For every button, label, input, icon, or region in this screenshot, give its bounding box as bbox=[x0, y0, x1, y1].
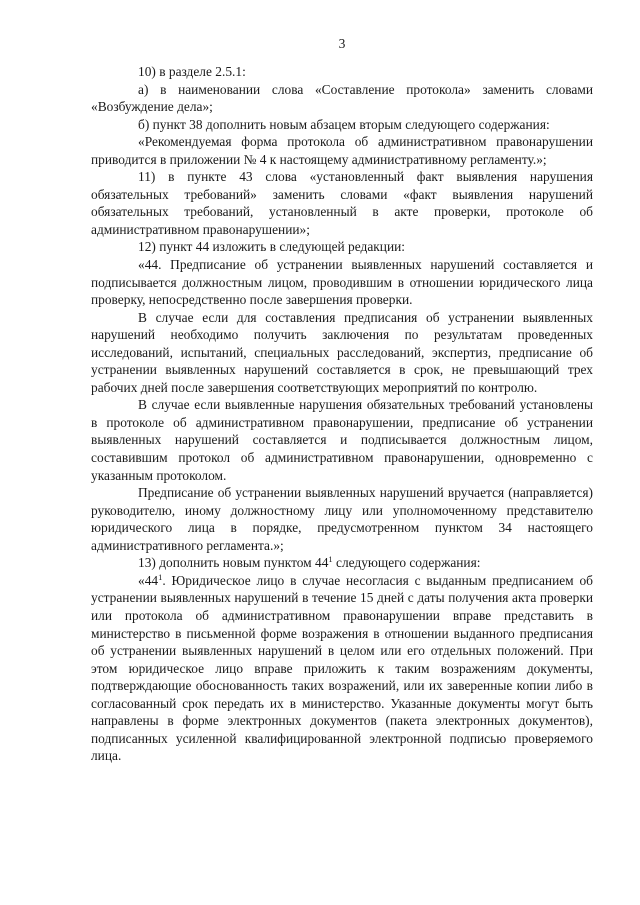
paragraph-44-1-text: . Юридическое лицо в случае несогласия с выданным предписанием об устранении выявленных нарушений в течение 15 дней с даты получения акта проверки или протокола об административном правонарушении вправе представить в министерство в письменной форме возражения в отношении выданного предписания об устранении выявленных нарушений в целом или его отдельных положений. При этом юридическое лицо вправе приложить к таким возражениям документы, подтверждающие обоснованность таких возражений, или их заверенные копии либо в согласованный срок передать их в министерство. Указанные документы могут быть направлены в форме электронных документов (пакета электронных документов), подписанных усиленной квалифицированной электронной подписью проверяемого лица. bbox=[91, 572, 593, 764]
superscript: 1 bbox=[328, 554, 333, 565]
paragraph-12: 12) пункт 44 изложить в следующей редакции: bbox=[138, 239, 406, 255]
paragraph-13-text: 13) дополнить новым пунктом 44 bbox=[138, 555, 329, 571]
paragraph-13-text-end: следующего содержания: bbox=[332, 555, 481, 571]
paragraph-13 bbox=[91, 554, 593, 572]
paragraph-10b-quote: «Рекомендуемая форма протокола об административном правонарушении приводится в приложении № 4 к настоящему административному регламенту.»; bbox=[91, 134, 593, 167]
page-number: 3 bbox=[338, 36, 346, 51]
paragraph-11: 11) в пункте 43 слова «установленный факт выявления нарушения обязательных требований» заменить словами «факт выявления нарушений обязательных требований, установленный в акте проверки, протоколе об административном правонарушении»; bbox=[91, 169, 593, 237]
paragraph-44: «44. Предписание об устранении выявленных нарушений составляется и подписывается должностным лицом, проводившим в отношении юридического лица проверку, непосредственно после завершения проверки. bbox=[91, 257, 593, 308]
paragraph-10: 10) в разделе 2.5.1: bbox=[138, 64, 246, 79]
paragraph-44-1-number: «44 bbox=[138, 572, 159, 588]
superscript: 1 bbox=[158, 571, 163, 582]
paragraph-44-case-expertise: В случае если для составления предписания об устранении выявленных нарушений необходимо получить заключения по результатам проведенных исследований, испытаний, специальных расследований, экспертиз, предписание об устранении выявленных нарушений составляется в срок, не превышающий трех рабочих дней после завершения соответствующих мероприятий по контролю. bbox=[91, 309, 593, 395]
paragraph-44-case-protocol: В случае если выявленные нарушения обязательных требований установлены в протоколе об административном правонарушении, предписание об устранении выявленных нарушений составляется и подписывается должностным лицом, составившим протокол об административном правонарушении, одновременно с указанным протоколом. bbox=[91, 397, 593, 483]
document-body bbox=[91, 63, 593, 765]
paragraph-10a: а) в наименовании слова «Составление протокола» заменить словами «Возбуждение дела»; bbox=[91, 81, 593, 115]
paragraph-44-delivery: Предписание об устранении выявленных нарушений вручается (направляется) руководителю, иному должностному лицу или уполномоченному представителю юридического лица в порядке, предусмотренном пунктом 34 настоящего административного регламента.»; bbox=[91, 485, 593, 553]
paragraph-44-1 bbox=[91, 572, 593, 765]
paragraph-10b: б) пункт 38 дополнить новым абзацем вторым следующего содержания: bbox=[138, 116, 550, 132]
